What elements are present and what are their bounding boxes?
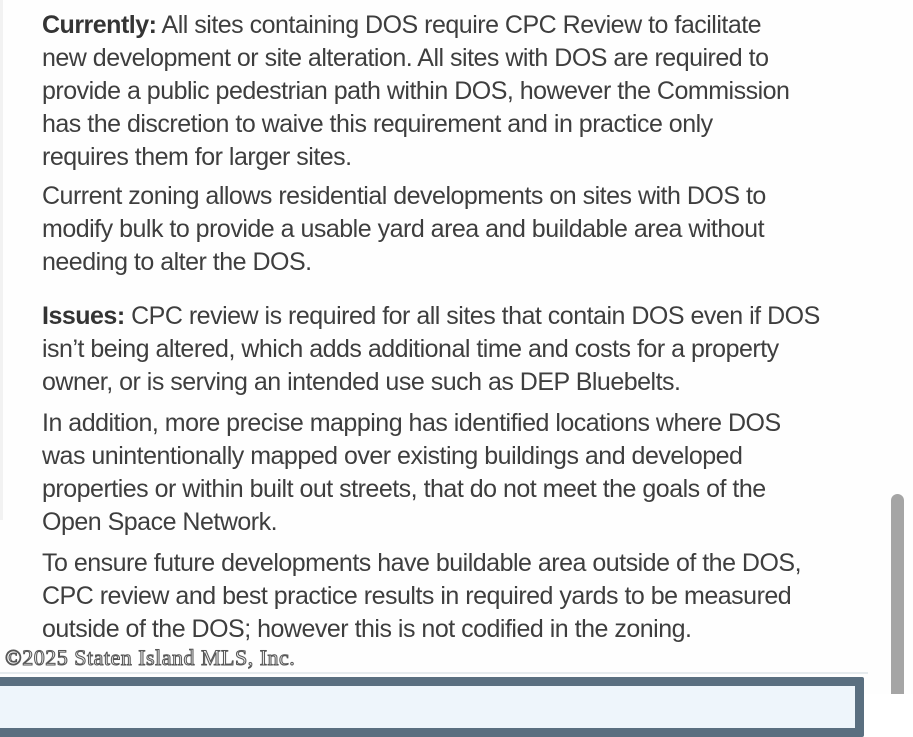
text-line <box>42 9 902 42</box>
text-line: has the discretion to waive this requirement and in practice only <box>42 110 713 138</box>
text-line <box>42 300 902 333</box>
paragraph <box>42 547 902 646</box>
document-text <box>42 9 902 646</box>
text-line: new development or site alteration. All sites with DOS are required to <box>42 44 769 72</box>
paragraph <box>42 300 902 399</box>
text-line: In addition, more precise mapping has identified locations where DOS <box>42 409 781 437</box>
text-line: CPC review and best practice results in required yards to be measured <box>42 582 792 610</box>
text-line: Current zoning allows residential developments on sites with DOS to <box>42 182 766 210</box>
paragraph <box>42 9 902 174</box>
text-line: was unintentionally mapped over existing buildings and developed <box>42 442 743 470</box>
paragraph-lead: Currently: <box>42 11 157 39</box>
text-line: provide a public pedestrian path within DOS, however the Commission <box>42 77 790 105</box>
text-line: isn’t being altered, which adds additional time and costs for a property <box>42 335 779 363</box>
page-left-edge <box>0 0 3 520</box>
text-line: owner, or is serving an intended use such as DEP Bluebelts. <box>42 368 681 396</box>
text-line: Open Space Network. <box>42 508 278 536</box>
text-line: modify bulk to provide a usable yard area and buildable area without <box>42 215 765 243</box>
page-bottom-edge <box>0 672 868 674</box>
scrollbar-thumb[interactable] <box>891 494 904 694</box>
text-line: requires them for larger sites. <box>42 143 352 171</box>
paragraph <box>42 407 902 539</box>
text-line: To ensure future developments have buildable area outside of the DOS, <box>42 549 802 577</box>
text-line: outside of the DOS; however this is not codified in the zoning. <box>42 615 692 643</box>
text-run: All sites containing DOS require CPC Review to facilitate <box>161 11 762 39</box>
text-line: needing to alter the DOS. <box>42 248 312 276</box>
paragraph <box>42 180 902 279</box>
text-line: properties or within built out streets, that do not meet the goals of the <box>42 475 766 503</box>
text-run: CPC review is required for all sites that contain DOS even if DOS <box>131 302 820 330</box>
paragraph-lead: Issues: <box>42 302 125 330</box>
next-page-frame <box>0 677 864 737</box>
mls-watermark: ©2025 Staten Island MLS, Inc. <box>5 645 296 670</box>
